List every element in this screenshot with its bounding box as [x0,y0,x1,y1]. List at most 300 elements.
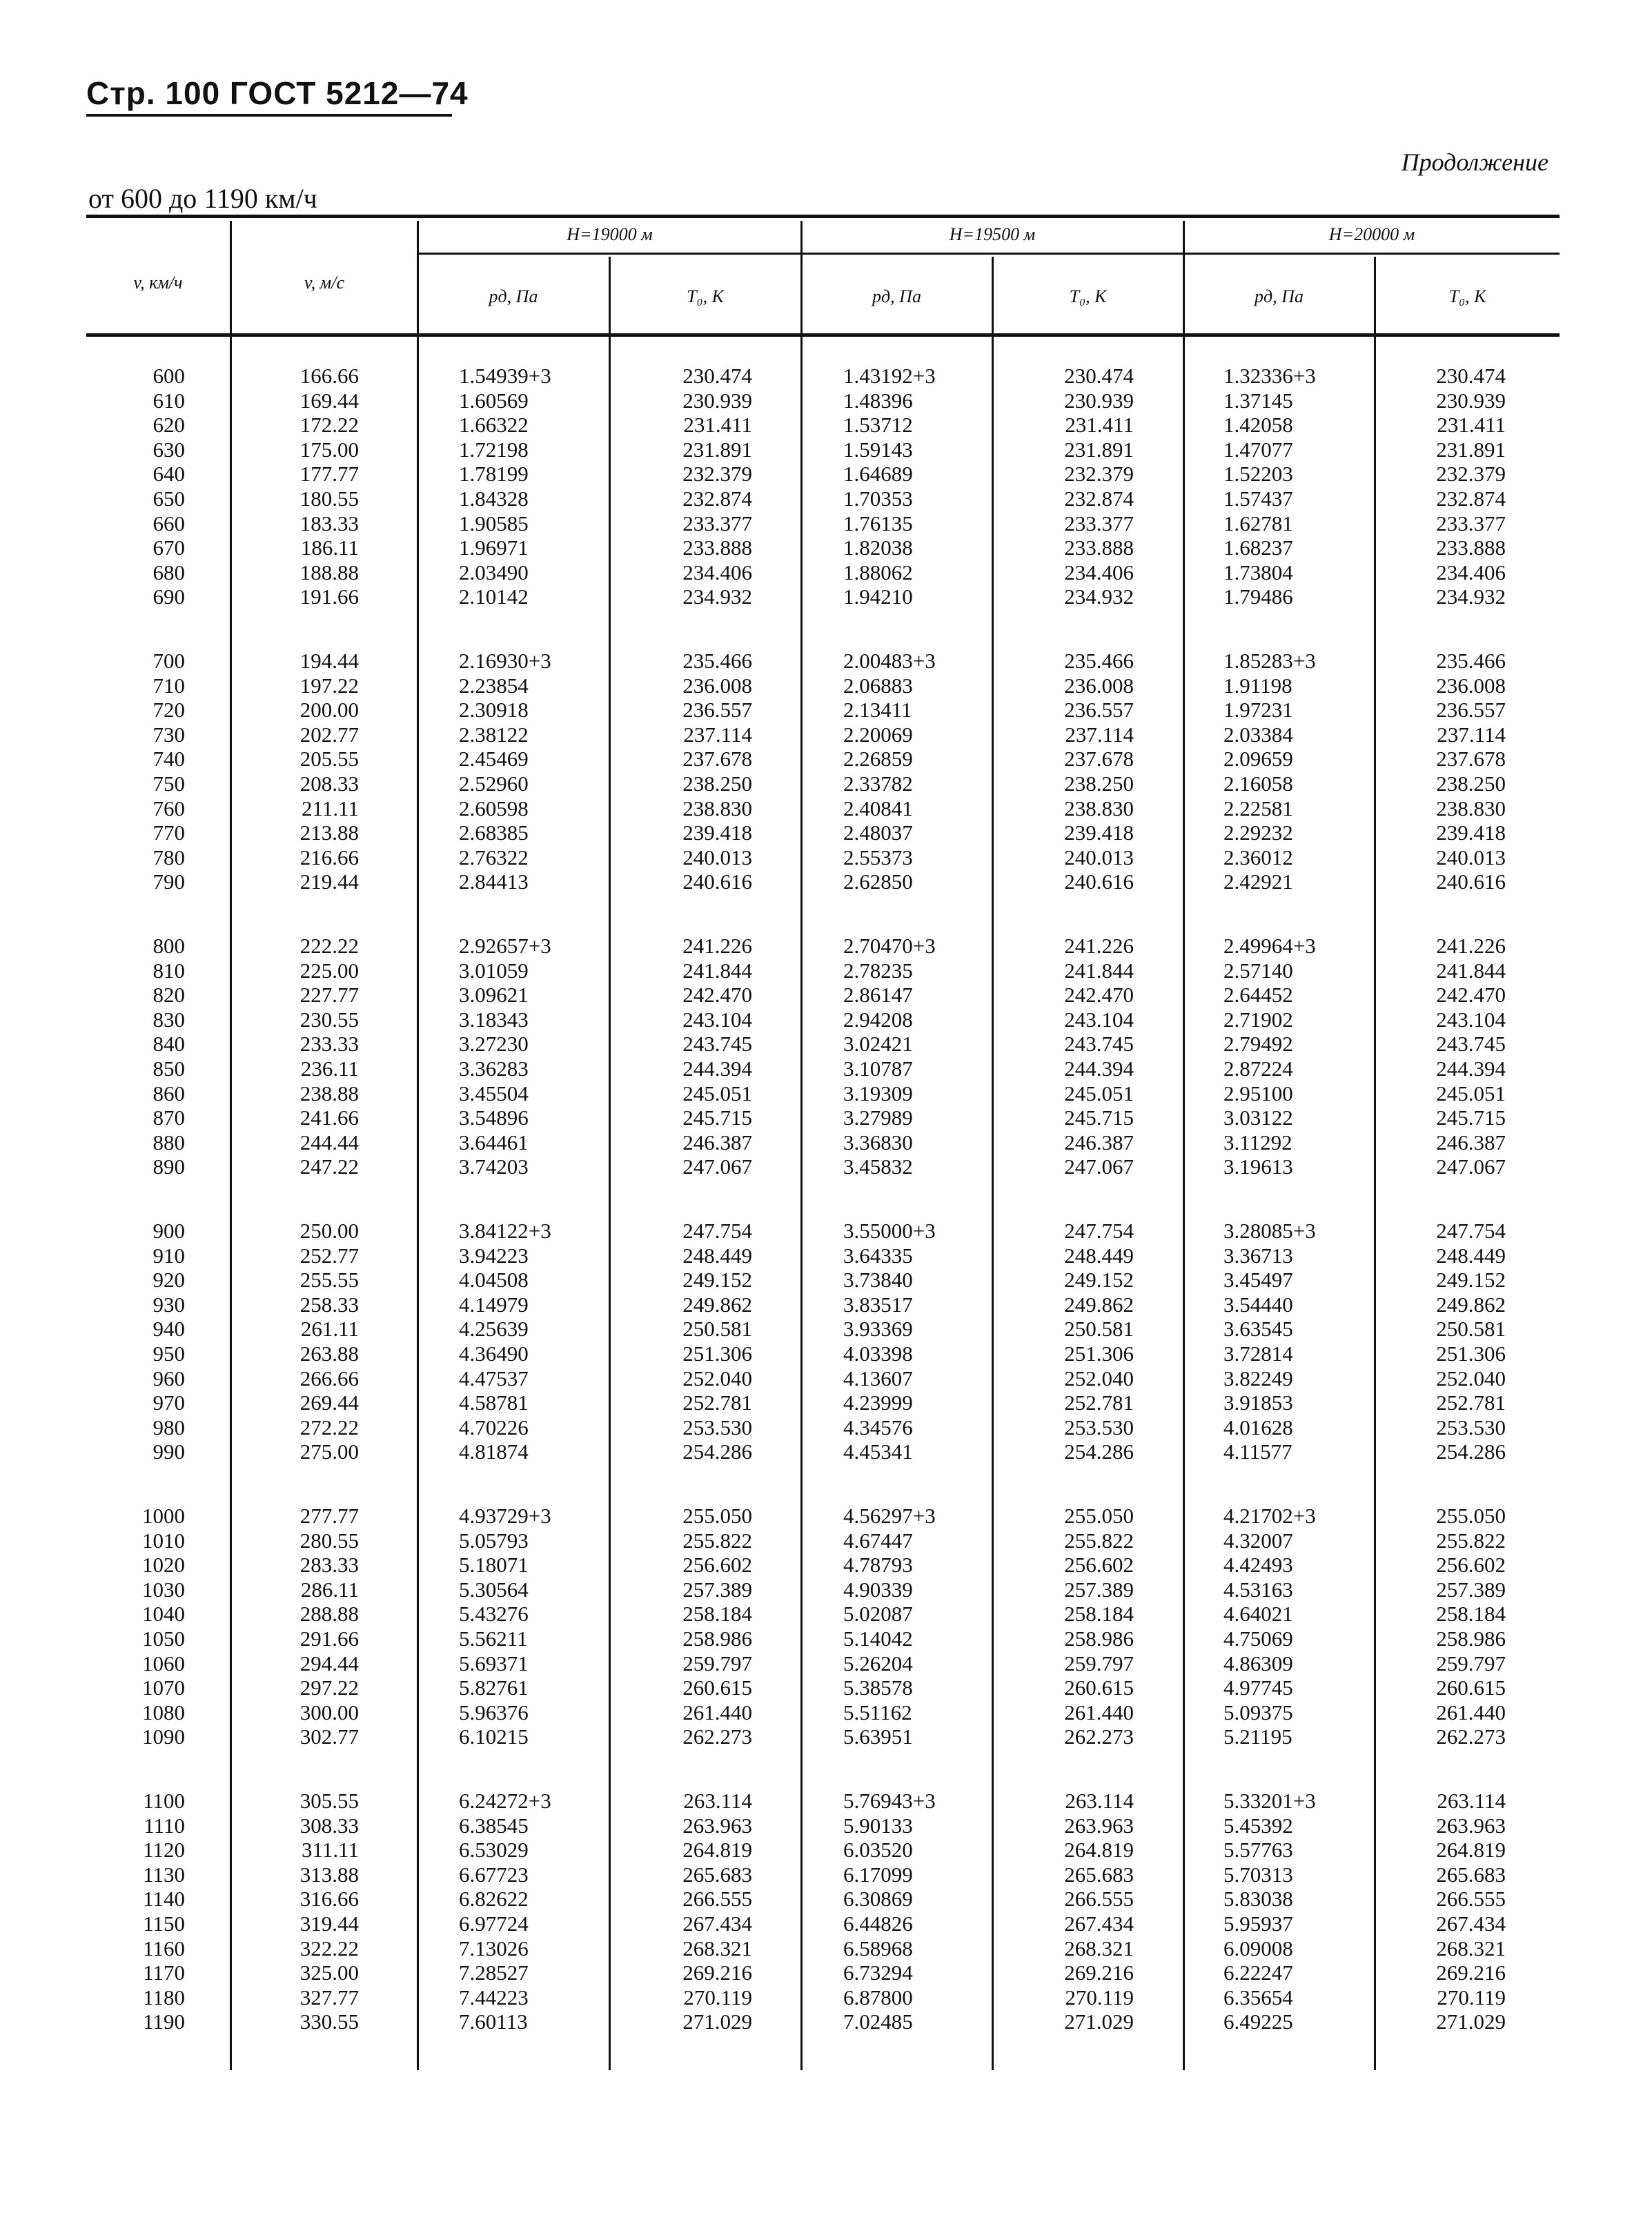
cell-t-h19000: 230.474 [682,364,752,388]
cell-p-h19500: 6.03520 [843,1838,913,1863]
cell-t-h20000: 266.555 [1436,1887,1506,1911]
cell-p-h20000: 3.63545 [1223,1317,1293,1341]
cell-p-h19500: 1.70353 [843,487,913,511]
cell-p-h20000: 3.91853 [1223,1390,1293,1415]
cell-v-ms: 250.00 [299,1219,359,1243]
cell-v-ms: 261.11 [300,1317,359,1341]
cell-p-h19500: 4.67447 [843,1528,913,1553]
cell-v-kmh: 980 [153,1415,185,1439]
cell-v-kmh: 1120 [143,1838,185,1863]
cell-t-h19500: 253.530 [1064,1415,1134,1439]
cell-t-h19500: 246.387 [1064,1130,1134,1154]
cell-p-h19500: 4.23999 [843,1390,913,1415]
cell-v-kmh: 710 [153,673,185,698]
cell-v-kmh: 1140 [143,1887,185,1911]
cell-v-ms: 252.77 [299,1243,359,1268]
cell-v-kmh: 850 [153,1056,185,1081]
cell-t-h19500: 249.862 [1064,1292,1134,1317]
cell-v-kmh: 700 [153,649,185,673]
cell-t-h19500: 230.474 [1064,364,1134,388]
cell-v-kmh: 1190 [143,2009,185,2034]
cell-t-h19000: 247.754 [682,1219,752,1243]
cell-p-h19000: 1.72198 [459,437,529,462]
cell-p-h19000: 3.18343 [459,1007,529,1032]
cell-p-h19500: 2.20069 [843,722,913,747]
cell-t-h19000: 251.306 [682,1341,752,1366]
cell-p-h19500: 1.76135 [843,511,913,535]
cell-v-ms: 227.77 [299,983,359,1008]
cell-p-h19000: 3.01059 [459,958,529,983]
cell-p-h20000: 4.11577 [1223,1439,1292,1464]
cell-t-h19500: 256.602 [1064,1553,1134,1578]
cell-v-ms: 186.11 [300,535,359,560]
cell-p-h20000: 1.37145 [1223,388,1293,413]
cell-t-h19000: 244.394 [682,1056,752,1081]
cell-p-h19500: 5.90133 [843,1813,913,1838]
cell-p-h19500: 3.83517 [843,1292,913,1317]
cell-p-h19000: 2.76322 [459,845,529,869]
cell-p-h19500: 1.48396 [843,388,913,413]
cell-t-h19000: 252.781 [682,1390,752,1415]
cell-p-h19000: 5.18071 [459,1553,529,1578]
cell-p-h19500: 2.40841 [843,796,913,820]
col-header-t: T₀, К [1069,286,1107,306]
cell-p-h20000: 3.54440 [1223,1292,1293,1317]
cell-p-h19500: 3.36830 [843,1130,913,1154]
cell-v-kmh: 720 [153,698,185,723]
group-header-h20000: H=20000 м [1328,224,1415,244]
cell-v-ms: 241.66 [299,1105,359,1130]
cell-t-h19000: 258.986 [682,1626,752,1651]
cell-p-h20000: 2.79492 [1223,1032,1293,1056]
cell-t-h19000: 233.377 [682,511,752,535]
cell-t-h19500: 233.888 [1064,535,1134,560]
cell-t-h20000: 255.822 [1436,1528,1506,1553]
group-header-h19000: H=19000 м [567,224,653,244]
cell-t-h19500: 232.379 [1064,462,1134,487]
cell-v-ms: 247.22 [299,1154,359,1179]
cell-v-kmh: 880 [153,1130,185,1154]
cell-p-h20000: 2.09659 [1223,747,1293,771]
cell-v-kmh: 770 [153,820,185,845]
cell-t-h19000: 235.466 [682,649,752,673]
cell-t-h19000: 237.114 [683,722,752,747]
cell-v-ms: 236.11 [300,1056,359,1081]
cell-v-ms: 286.11 [300,1577,359,1602]
cell-p-h19000: 5.05793 [459,1528,529,1553]
cell-p-h19000: 2.45469 [459,747,529,771]
cell-p-h19500: 2.86147 [843,983,913,1008]
cell-v-ms: 316.66 [299,1887,359,1911]
cell-v-kmh: 910 [153,1243,185,1268]
cell-p-h20000: 2.95100 [1223,1081,1293,1105]
cell-t-h19500: 261.440 [1064,1700,1134,1724]
cell-v-ms: 330.55 [299,2009,359,2034]
group-header-h19500: H=19500 м [949,224,1036,244]
cell-p-h19000: 5.43276 [459,1602,529,1626]
cell-t-h19500: 252.040 [1064,1366,1134,1390]
cell-v-kmh: 680 [153,560,185,584]
cell-v-ms: 225.00 [299,958,359,983]
cell-p-h20000: 1.62781 [1223,511,1293,535]
cell-t-h20000: 263.963 [1436,1813,1506,1838]
cell-v-ms: 308.33 [299,1813,359,1838]
cell-t-h19500: 235.466 [1064,649,1134,673]
cell-v-kmh: 1060 [142,1651,185,1675]
cell-v-ms: 200.00 [299,698,359,723]
cell-t-h19500: 266.555 [1064,1887,1134,1911]
cell-t-h19000: 254.286 [682,1439,752,1464]
cell-t-h19500: 243.745 [1064,1032,1134,1056]
col-header-v-kmh: v, км/ч [133,273,183,293]
cell-t-h20000: 230.939 [1436,388,1506,413]
cell-p-h19500: 2.62850 [843,869,913,894]
cell-t-h19000: 240.616 [682,869,752,894]
cell-p-h20000: 3.11292 [1223,1130,1292,1154]
cell-t-h20000: 249.152 [1436,1268,1506,1293]
cell-t-h20000: 245.051 [1436,1081,1506,1105]
cell-p-h19000: 4.81874 [459,1439,529,1464]
cell-p-h19500: 2.26859 [843,747,913,771]
cell-v-kmh: 870 [153,1105,185,1130]
cell-p-h20000: 6.22247 [1223,1960,1293,1985]
cell-p-h20000: 2.36012 [1223,845,1293,869]
cell-t-h19500: 265.683 [1064,1862,1134,1887]
cell-p-h19500: 4.34576 [843,1415,913,1439]
cell-t-h20000: 255.050 [1436,1504,1506,1528]
cell-t-h19000: 260.615 [682,1675,752,1700]
cell-v-ms: 188.88 [299,560,359,584]
cell-p-h19500: 6.58968 [843,1936,913,1960]
cell-p-h20000: 4.86309 [1223,1651,1293,1675]
cell-t-h20000: 248.449 [1436,1243,1506,1268]
cell-t-h19000: 245.715 [682,1105,752,1130]
cell-p-h19000: 6.38545 [459,1813,529,1838]
cell-t-h19500: 240.616 [1064,869,1134,894]
cell-v-kmh: 1070 [142,1675,185,1700]
cell-v-kmh: 1030 [142,1577,185,1602]
cell-v-kmh: 1080 [142,1700,185,1724]
cell-p-h20000: 4.42493 [1223,1553,1293,1578]
cell-p-h19000: 2.10142 [459,584,529,609]
cell-t-h20000: 253.530 [1436,1415,1506,1439]
cell-v-kmh: 1000 [142,1504,185,1528]
cell-v-kmh: 630 [153,437,185,462]
cell-v-ms: 272.22 [299,1415,359,1439]
cell-v-ms: 244.44 [299,1130,359,1154]
cell-v-ms: 230.55 [299,1007,359,1032]
cell-t-h20000: 254.286 [1436,1439,1506,1464]
cell-t-h20000: 263.114 [1437,1789,1506,1813]
cell-v-kmh: 1040 [142,1602,185,1626]
cell-p-h19000: 2.68385 [459,820,529,845]
cell-p-h19000: 5.69371 [459,1651,529,1675]
continuation-label: Продолжение [1401,148,1548,176]
cell-t-h19000: 267.434 [682,1911,752,1936]
cell-t-h20000: 238.830 [1436,796,1506,820]
cell-p-h19000: 2.30918 [459,698,529,723]
cell-v-kmh: 990 [153,1439,185,1464]
cell-v-kmh: 820 [153,983,185,1008]
cell-p-h19000: 6.24272+3 [459,1789,551,1813]
cell-t-h20000: 246.387 [1436,1130,1506,1154]
cell-v-ms: 183.33 [299,511,359,535]
cell-t-h19500: 230.939 [1064,388,1134,413]
range-label: от 600 до 1190 км/ч [88,183,317,214]
cell-p-h19000: 4.47537 [459,1366,529,1390]
cell-p-h19500: 2.33782 [843,771,913,796]
cell-v-kmh: 890 [153,1154,185,1179]
col-header-p: pд, Па [489,286,538,306]
cell-t-h20000: 267.434 [1436,1911,1506,1936]
cell-p-h20000: 5.57763 [1223,1838,1293,1863]
cell-t-h19500: 249.152 [1064,1268,1134,1293]
cell-v-ms: 169.44 [299,388,359,413]
cell-t-h20000: 233.377 [1436,511,1506,535]
cell-p-h19000: 1.66322 [459,413,529,438]
cell-p-h19000: 2.60598 [459,796,529,820]
cell-p-h20000: 4.01628 [1223,1415,1293,1439]
cell-p-h20000: 1.97231 [1223,698,1293,723]
col-divider [800,221,803,2070]
cell-p-h19000: 3.45504 [459,1081,529,1105]
col-divider [230,221,232,2070]
col-divider [1183,221,1185,2070]
cell-p-h19500: 1.64689 [843,462,913,487]
cell-p-h20000: 1.32336+3 [1223,364,1316,388]
cell-p-h20000: 2.22581 [1223,796,1293,820]
cell-p-h20000: 3.03122 [1223,1105,1293,1130]
cell-t-h19000: 238.830 [682,796,752,820]
cell-v-ms: 288.88 [299,1602,359,1626]
cell-p-h20000: 4.75069 [1223,1626,1293,1651]
cell-t-h19500: 255.050 [1064,1504,1134,1528]
cell-p-h20000: 2.49964+3 [1223,934,1316,958]
cell-p-h19500: 6.87800 [843,1985,913,2009]
cell-v-kmh: 760 [153,796,185,820]
col-header-v-ms: v, м/с [304,273,344,293]
cell-t-h19000: 263.963 [682,1813,752,1838]
cell-t-h19000: 231.891 [682,437,752,462]
cell-t-h19000: 236.557 [682,698,752,723]
cell-t-h19000: 256.602 [682,1553,752,1578]
cell-p-h19500: 6.44826 [843,1911,913,1936]
cell-t-h19000: 232.379 [682,462,752,487]
cell-t-h20000: 238.250 [1436,771,1506,796]
cell-t-h19500: 257.389 [1064,1577,1134,1602]
cell-p-h20000: 5.09375 [1223,1700,1293,1724]
col-header-p: pд, Па [1255,286,1304,306]
cell-p-h19500: 1.59143 [843,437,913,462]
cell-t-h20000: 240.013 [1436,845,1506,869]
cell-p-h19000: 3.09621 [459,983,529,1008]
cell-p-h19000: 3.84122+3 [459,1219,551,1243]
cell-t-h19000: 248.449 [682,1243,752,1268]
cell-p-h19000: 5.56211 [459,1626,528,1651]
cell-v-ms: 172.22 [299,413,359,438]
cell-p-h19000: 2.92657+3 [459,934,551,958]
cell-t-h19500: 237.114 [1065,722,1134,747]
cell-v-kmh: 780 [153,845,185,869]
cell-v-ms: 297.22 [299,1675,359,1700]
cell-p-h20000: 1.47077 [1223,437,1293,462]
cell-p-h19000: 4.70226 [459,1415,529,1439]
cell-p-h19500: 2.13411 [843,698,912,723]
cell-t-h20000: 234.406 [1436,560,1506,584]
cell-v-kmh: 600 [153,364,185,388]
cell-t-h19000: 265.683 [682,1862,752,1887]
cell-p-h19000: 1.96971 [459,535,529,560]
cell-p-h20000: 1.85283+3 [1223,649,1316,673]
cell-t-h19000: 249.152 [682,1268,752,1293]
cell-t-h20000: 247.754 [1436,1219,1506,1243]
cell-v-ms: 175.00 [299,437,359,462]
cell-t-h20000: 236.557 [1436,698,1506,723]
cell-t-h19500: 264.819 [1064,1838,1134,1863]
cell-v-kmh: 840 [153,1032,185,1056]
cell-p-h20000: 4.53163 [1223,1577,1293,1602]
cell-t-h19500: 258.986 [1064,1626,1134,1651]
cell-v-ms: 222.22 [299,934,359,958]
cell-t-h19500: 238.830 [1064,796,1134,820]
cell-t-h20000: 260.615 [1436,1675,1506,1700]
cell-t-h19500: 237.678 [1064,747,1134,771]
cell-v-ms: 216.66 [299,845,359,869]
cell-t-h20000: 264.819 [1436,1838,1506,1863]
cell-t-h19500: 252.781 [1064,1390,1134,1415]
cell-v-kmh: 800 [153,934,185,958]
cell-t-h20000: 241.844 [1436,958,1506,983]
cell-t-h20000: 241.226 [1436,934,1506,958]
cell-v-kmh: 1150 [143,1911,185,1936]
cell-v-ms: 205.55 [299,747,359,771]
cell-p-h19000: 5.96376 [459,1700,529,1724]
cell-v-kmh: 940 [153,1317,185,1341]
cell-p-h19500: 3.93369 [843,1317,913,1341]
cell-p-h19500: 3.64335 [843,1243,913,1268]
cell-t-h20000: 239.418 [1436,820,1506,845]
cell-p-h19000: 2.23854 [459,673,529,698]
cell-t-h20000: 270.119 [1437,1985,1506,2009]
cell-p-h20000: 5.33201+3 [1223,1789,1316,1813]
cell-p-h19500: 4.13607 [843,1366,913,1390]
cell-t-h20000: 230.474 [1436,364,1506,388]
cell-t-h19500: 255.822 [1064,1528,1134,1553]
cell-p-h19500: 2.70470+3 [843,934,936,958]
cell-p-h19000: 6.10215 [459,1724,529,1749]
cell-p-h20000: 3.19613 [1223,1154,1293,1179]
cell-p-h19000: 1.54939+3 [459,364,551,388]
cell-p-h19000: 2.52960 [459,771,529,796]
cell-p-h20000: 3.45497 [1223,1268,1293,1293]
cell-p-h19000: 6.67723 [459,1862,529,1887]
cell-v-ms: 233.33 [299,1032,359,1056]
cell-t-h20000: 235.466 [1436,649,1506,673]
cell-v-ms: 177.77 [299,462,359,487]
cell-p-h19000: 1.78199 [459,462,529,487]
cell-t-h19000: 246.387 [682,1130,752,1154]
cell-p-h19000: 2.16930+3 [459,649,551,673]
cell-v-ms: 291.66 [299,1626,359,1651]
cell-t-h19500: 267.434 [1064,1911,1134,1936]
cell-t-h19500: 242.470 [1064,983,1134,1008]
cell-v-kmh: 860 [153,1081,185,1105]
cell-t-h19000: 255.050 [682,1504,752,1528]
cell-t-h19500: 234.932 [1064,584,1134,609]
cell-p-h19500: 6.30869 [843,1887,913,1911]
cell-p-h19500: 1.82038 [843,535,913,560]
cell-t-h19000: 245.051 [682,1081,752,1105]
cell-p-h19000: 4.04508 [459,1268,529,1293]
cell-p-h20000: 2.57140 [1223,958,1293,983]
cell-v-ms: 305.55 [299,1789,359,1813]
cell-p-h19500: 6.17099 [843,1862,913,1887]
cell-p-h20000: 2.03384 [1223,722,1293,747]
cell-v-ms: 202.77 [299,722,359,747]
cell-t-h19500: 269.216 [1064,1960,1134,1985]
cell-v-ms: 322.22 [299,1936,359,1960]
cell-t-h19000: 241.844 [682,958,752,983]
cell-p-h20000: 2.42921 [1223,869,1293,894]
cell-p-h20000: 5.83038 [1223,1887,1293,1911]
cell-p-h20000: 3.36713 [1223,1243,1293,1268]
cell-t-h20000: 240.616 [1436,869,1506,894]
cell-p-h20000: 4.32007 [1223,1528,1293,1553]
cell-t-h19000: 250.581 [682,1317,752,1341]
cell-p-h19000: 7.44223 [459,1985,529,2009]
cell-p-h19500: 3.10787 [843,1056,913,1081]
cell-v-ms: 211.11 [302,796,359,820]
cell-v-ms: 319.44 [299,1911,359,1936]
cell-t-h19000: 261.440 [682,1700,752,1724]
cell-v-ms: 294.44 [299,1651,359,1675]
cell-v-kmh: 900 [153,1219,185,1243]
cell-v-kmh: 1010 [142,1528,185,1553]
cell-p-h20000: 2.64452 [1223,983,1293,1008]
cell-v-kmh: 660 [153,511,185,535]
cell-v-ms: 258.33 [299,1292,359,1317]
cell-p-h19500: 6.73294 [843,1960,913,1985]
cell-t-h19000: 269.216 [682,1960,752,1985]
cell-t-h20000: 243.745 [1436,1032,1506,1056]
cell-t-h19500: 247.067 [1064,1154,1134,1179]
cell-p-h20000: 5.45392 [1223,1813,1293,1838]
cell-t-h19500: 271.029 [1064,2009,1134,2034]
cell-t-h19500: 247.754 [1064,1219,1134,1243]
cell-p-h19500: 5.76943+3 [843,1789,936,1813]
cell-p-h19500: 3.27989 [843,1105,913,1130]
cell-t-h19500: 234.406 [1064,560,1134,584]
cell-p-h19500: 4.90339 [843,1577,913,1602]
cell-t-h19500: 241.844 [1064,958,1134,983]
cell-v-ms: 269.44 [299,1390,359,1415]
cell-t-h20000: 257.389 [1436,1577,1506,1602]
cell-t-h19500: 236.008 [1064,673,1134,698]
cell-p-h19500: 5.38578 [843,1675,913,1700]
cell-t-h19000: 237.678 [682,747,752,771]
cell-v-ms: 277.77 [299,1504,359,1528]
cell-p-h19500: 7.02485 [843,2009,913,2034]
cell-p-h19500: 3.55000+3 [843,1219,936,1243]
cell-t-h19000: 262.273 [682,1724,752,1749]
cell-v-ms: 263.88 [299,1341,359,1366]
cell-p-h19000: 4.14979 [459,1292,529,1317]
cell-t-h19000: 257.389 [682,1577,752,1602]
cell-p-h19500: 5.63951 [843,1724,913,1749]
cell-v-ms: 219.44 [299,869,359,894]
cell-v-ms: 302.77 [299,1724,359,1749]
cell-t-h19000: 240.013 [682,845,752,869]
